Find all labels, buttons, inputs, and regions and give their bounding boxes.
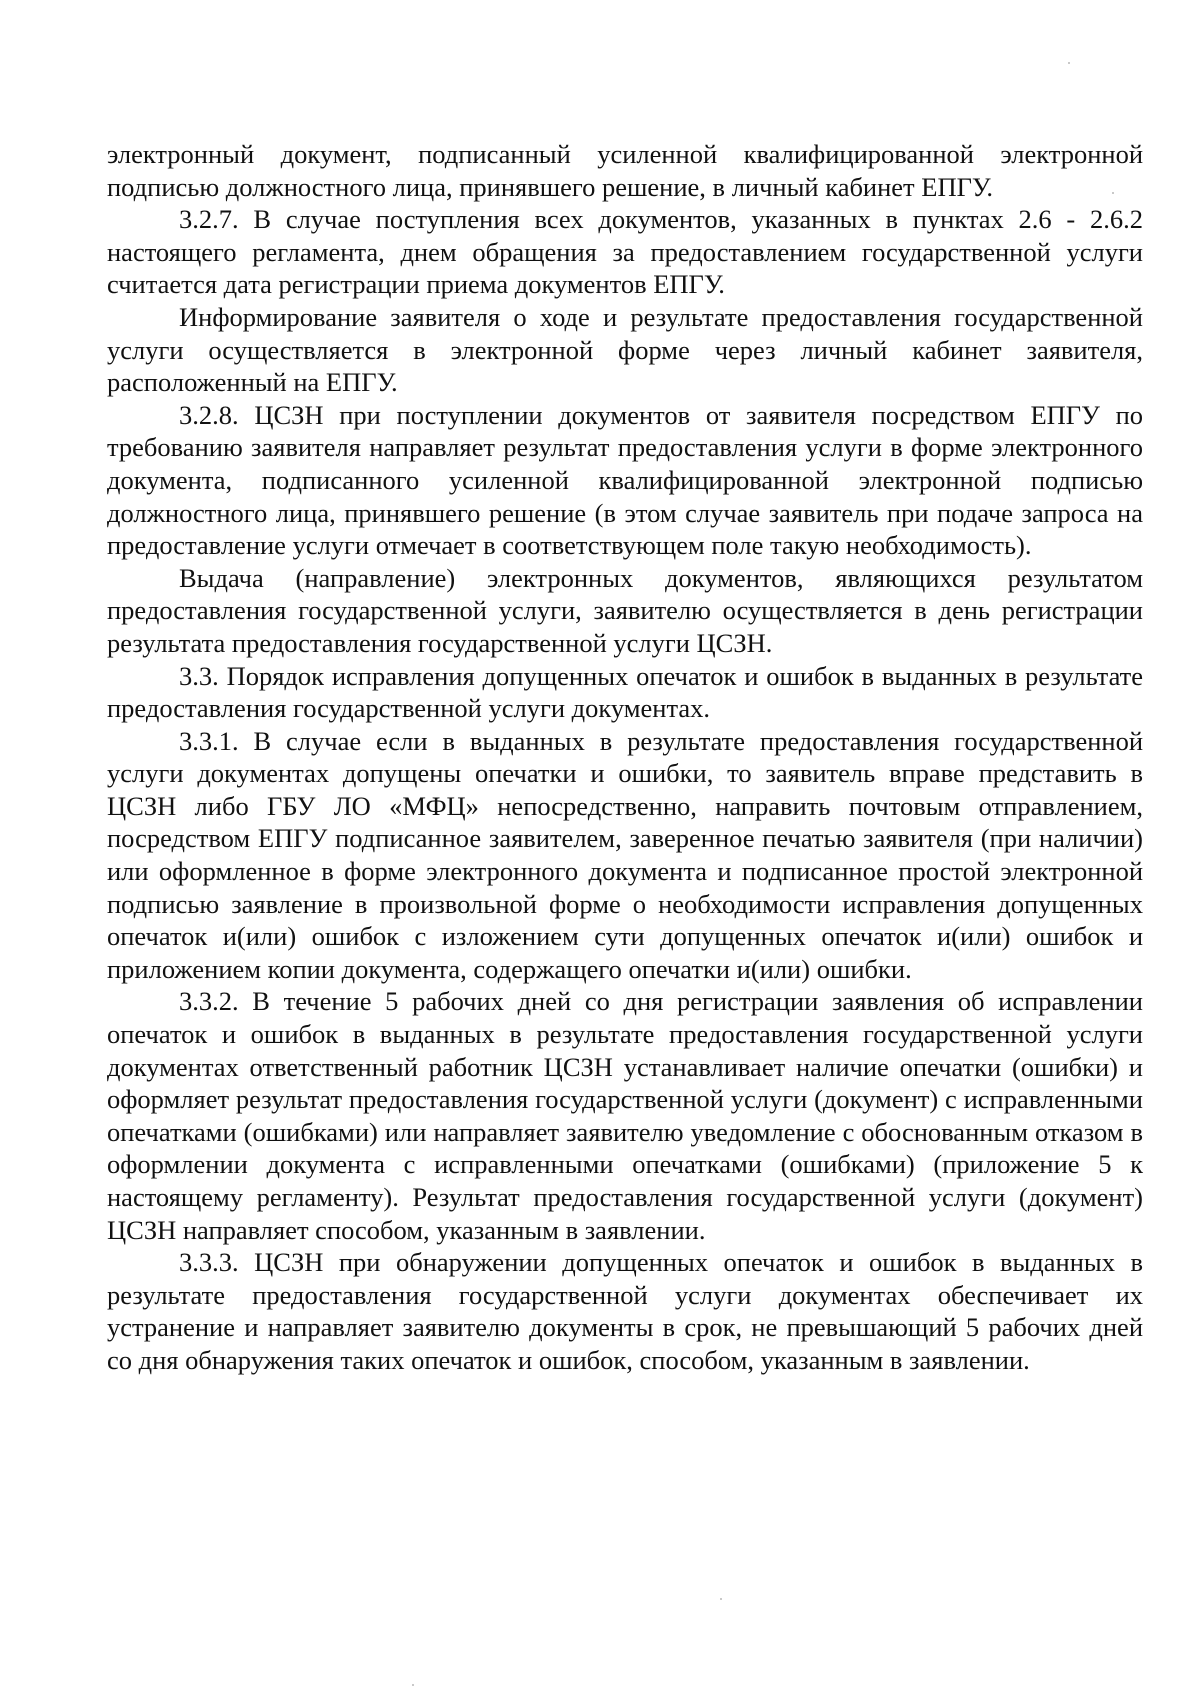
document-body — [107, 138, 1143, 1377]
paragraph-3-3-2: 3.3.2. В течение 5 рабочих дней со дня регистрации заявления об исправлении опечаток и ошибок в выданных в результате предоставления государственной услуги документах ответственный работник ЦСЗН устанавливает наличие опечатки (ошибки) и оформляет результат предоставления государственной услуги (документ) с исправленными опечатками (ошибками) или направляет заявителю уведомление с обоснованным отказом в оформлении документа с исправленными опечатками (ошибками) (приложение 5 к настоящему регламенту). Результат предоставления государственной услуги (документ) ЦСЗН направляет способом, указанным в заявлении. — [107, 986, 1143, 1245]
paragraph-3-2-8: 3.2.8. ЦСЗН при поступлении документов от заявителя посредством ЕПГУ по требованию заявителя направляет результат предоставления услуги в форме электронного документа, подписанного усиленной квалифицированной электронной подписью должностного лица, принявшего решение (в этом случае заявитель при подаче запроса на предоставление услуги отмечает в соответствующем поле такую необходимость). — [107, 399, 1143, 561]
paragraph-3-3-1: 3.3.1. В случае если в выданных в результате предоставления государственной услуги документах допущены опечатки и ошибки, то заявитель вправе представить в ЦСЗН либо ГБУ ЛО «МФЦ» непосредственно, направить почтовым отправлением, посредством ЕПГУ подписанное заявителем, заверенное печатью заявителя (при наличии) или оформленное в форме электронного документа и подписанное простой электронной подписью заявление в произвольной форме о необходимости исправления допущенных опечаток и(или) ошибок с изложением сути допущенных опечаток и(или) ошибок и приложением копии документа, содержащего опечатки и(или) ошибки. — [107, 725, 1143, 984]
paragraph-3-2-7: 3.2.7. В случае поступления всех документов, указанных в пунктах 2.6 - 2.6.2 настоящего регламента, днем обращения за предоставлением государственной услуги считается дата регистрации приема документов ЕПГУ. — [107, 204, 1143, 300]
scan-speck — [1112, 192, 1114, 194]
scan-speck — [720, 1598, 722, 1600]
scan-speck — [412, 1684, 414, 1686]
scan-speck — [1068, 62, 1070, 64]
paragraph-informing: Информирование заявителя о ходе и результате предоставления государственной услуги осуществляется в электронной форме через личный кабинет заявителя, расположенный на ЕПГУ. — [107, 301, 1143, 398]
paragraph-issuance: Выдача (направление) электронных документов, являющихся результатом предоставления государственной услуги, заявителю осуществляется в день регистрации результата предоставления государственной услуги ЦСЗН. — [107, 562, 1143, 658]
paragraph-continuation: электронный документ, подписанный усиленной квалифицированной электронной подписью должностного лица, принявшего решение, в личный кабинет ЕПГУ. — [107, 139, 1143, 202]
paragraph-3-3: 3.3. Порядок исправления допущенных опечаток и ошибок в выданных в результате предоставления государственной услуги документах. — [107, 660, 1143, 724]
paragraph-3-3-3: 3.3.3. ЦСЗН при обнаружении допущенных опечаток и ошибок в выданных в результате предоставления государственной услуги документах обеспечивает их устранение и направляет заявителю документы в срок, не превышающий 5 рабочих дней со дня обнаружения таких опечаток и ошибок, способом, указанным в заявлении. — [107, 1247, 1143, 1375]
